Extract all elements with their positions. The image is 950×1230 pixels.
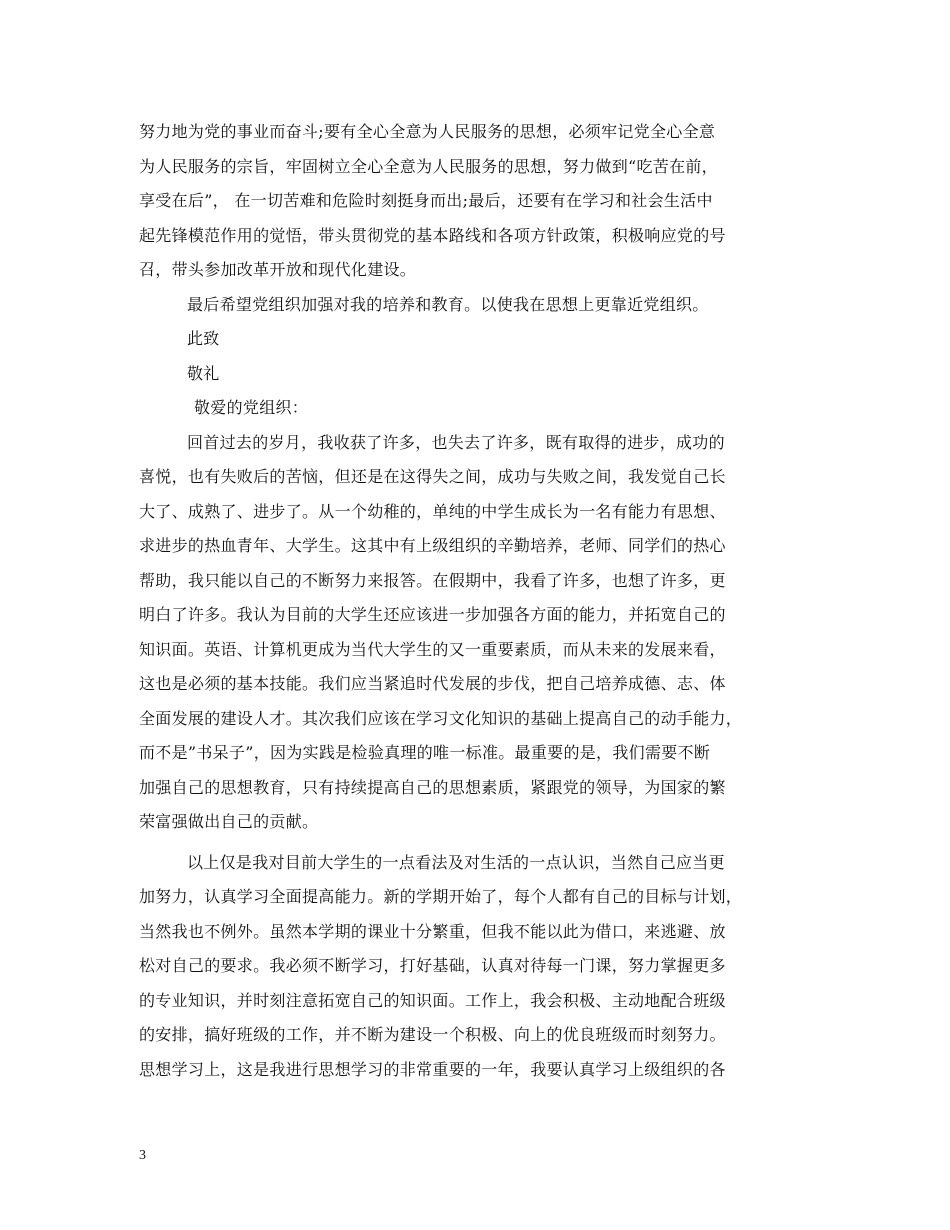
text-line: 喜悦，也有失败后的苦恼，但还是在这得失之间，成功与失败之间，我发觉自己长 [139, 467, 726, 486]
text-line: 帮助，我只能以自己的不断努力来报答。在假期中，我看了许多，也想了许多，更 [139, 570, 726, 590]
text-line: 当然我也不例外。虽然本学期的课业十分繁重，但我不能以此为借口，来逃避、放 [139, 921, 726, 941]
closing-salutation: 此致 [187, 329, 220, 348]
text-line: 全面发展的建设人才。其次我们应该在学习文化知识的基础上提高自己的动手能力， [139, 708, 743, 728]
text-line: 召，带头参加改革开放和现代化建设。 [139, 260, 417, 279]
text-line: 思想学习上，这是我进行思想学习的非常重要的一年，我要认真学习上级组织的各 [139, 1059, 726, 1079]
greeting: 敬爱的党组织： [194, 398, 309, 417]
text-line: 知识面。英语、计算机更成为当代大学生的又一重要素质，而从未来的发展来看， [139, 639, 726, 659]
text-line: 努力地为党的事业而奋斗;要有全心全意为人民服务的思想，必须牢记党全心全意 [139, 122, 716, 141]
text-line: 大了、成熟了、进步了。从一个幼稚的，单纯的中学生成长为一名有能力有思想、 [139, 501, 726, 521]
text-line: 以上仅是我对目前大学生的一点看法及对生活的一点认识，当然自己应当更 [187, 852, 725, 872]
paragraph-reflection [139, 426, 819, 840]
text-line: 享受在后”， 在一切苦难和危险时刻挺身而出;最后，还要有在学习和社会生活中 [139, 191, 713, 210]
text-line: 的专业知识，并时刻注意拓宽自己的知识面。工作上，我会积极、主动地配合班级 [139, 990, 726, 1010]
text-line: 回首过去的岁月，我收获了许多，也失去了许多，既有取得的进步，成功的 [187, 432, 725, 452]
text-line: 而不是”书呆子”，因为实践是检验真理的唯一标准。最重要的是，我们需要不断 [139, 743, 711, 762]
paragraph-party-duty [139, 115, 819, 288]
text-line: 这也是必须的基本技能。我们应当紧追时代发展的步伐，把自己培养成德、志、体 [139, 674, 726, 693]
text-line: 加努力，认真学习全面提高能力。新的学期开始了，每个人都有自己的目标与计划， [139, 887, 743, 906]
text-line: 为人民服务的宗旨，牢固树立全心全意为人民服务的思想，努力做到“吃苦在前， [139, 156, 718, 176]
page-number: 3 [139, 1148, 146, 1163]
paragraph-hope: 最后希望党组织加强对我的培养和教育。以使我在思想上更靠近党组织。 [187, 294, 709, 314]
text-line: 起先锋模范作用的觉悟，带头贯彻党的基本路线和各项方针政策，积极响应党的号 [139, 225, 726, 245]
text-line: 的安排，搞好班级的工作，并不断为建设一个积极、向上的优良班级而时刻努力。 [139, 1025, 726, 1044]
text-line: 明白了许多。我认为目前的大学生还应该进一步加强各方面的能力，并拓宽自己的 [139, 605, 726, 624]
text-line: 松对自己的要求。我必须不断学习，打好基础，认真对待每一门课，努力掌握更多 [139, 956, 726, 975]
paragraph-plans [139, 846, 819, 1088]
text-line: 加强自己的思想教育，只有持续提高自己的思想素质，紧跟党的领导，为国家的繁 [139, 777, 726, 797]
closing-regards: 敬礼 [187, 363, 220, 383]
text-line: 求进步的热血青年、大学生。这其中有上级组织的辛勤培养，老师、同学们的热心 [139, 536, 726, 555]
text-line: 荣富强做出自己的贡献。 [139, 812, 319, 831]
document-body [139, 115, 819, 1087]
